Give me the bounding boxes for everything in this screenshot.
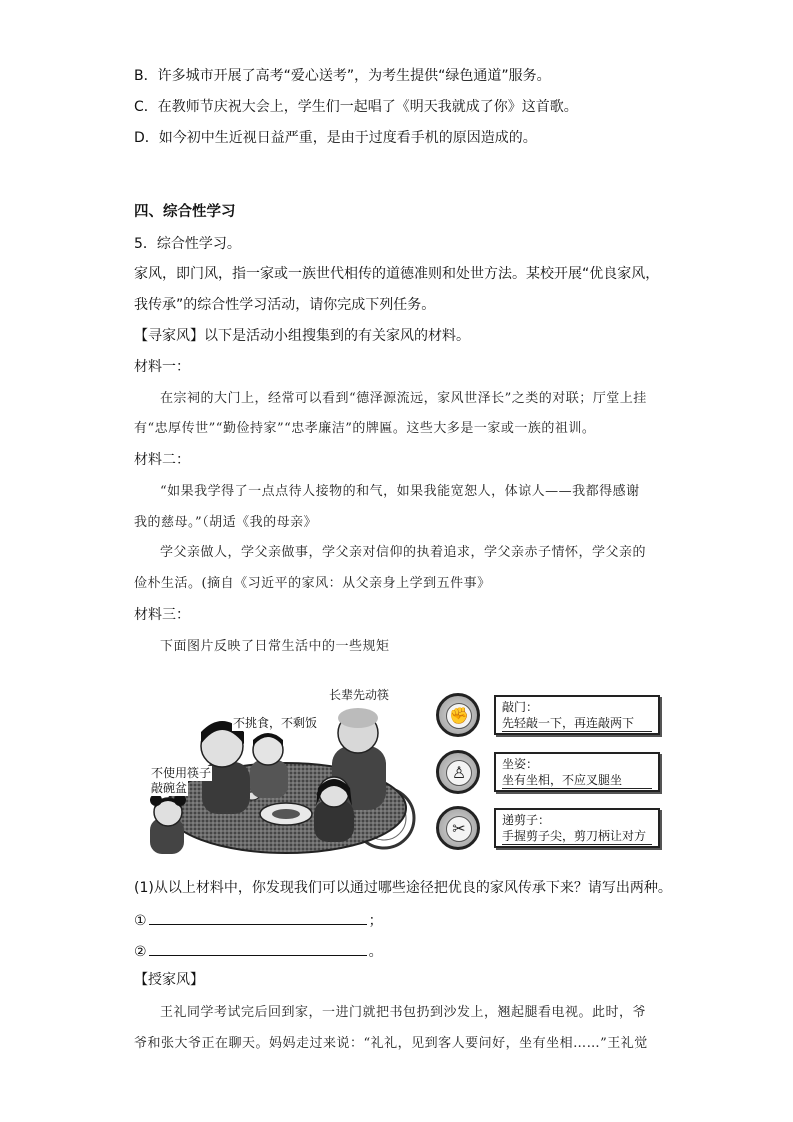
answer-line-2: [134, 941, 383, 962]
material-2-label: 材料二：: [134, 452, 190, 468]
material-2-line-4: 俭朴生活。(摘自《习近平的家风：从父亲身上学到五件事》: [134, 576, 491, 591]
material-3-label: 材料三：: [134, 607, 190, 623]
material-3-caption: 下面图片反映了日常生活中的一些规矩: [160, 639, 390, 654]
rule-text: 先轻敲一下，再连敲两下: [502, 715, 652, 732]
answer-marker-2: ②: [134, 944, 147, 960]
option-c: C．在教师节庆祝大会上，学生们一起唱了《明天我就成了你》这首歌。: [134, 99, 578, 115]
material-2-line-1: “如果我学得了一点点待人接物的和气，如果我能宽恕人，体谅人——我都得感谢: [160, 484, 640, 499]
option-d: D．如今初中生近视日益严重，是由于过度看手机的原因造成的。: [134, 130, 537, 146]
material-2-line-3: 学父亲做人，学父亲做事，学父亲对信仰的执着追求，学父亲赤子情怀，学父亲的: [160, 545, 647, 560]
bubble-not-picky: 不挑食，不剩饭: [233, 716, 318, 730]
section-heading: 四、综合性学习: [134, 204, 236, 220]
rule-row-sitting: [436, 750, 668, 798]
story-line-1: 王礼同学考试完后回到家，一进门就把书包扔到沙发上，翘起腿看电视。此时，爷: [160, 1005, 647, 1020]
question-number: 5．综合性学习。: [134, 236, 241, 252]
bubble-no-chopstick-banging-2: 敲碗盆: [151, 781, 188, 795]
material-1-line-1: 在宗祠的大门上，经常可以看到“德泽源流远，家风世泽长”之类的对联；厅堂上挂: [160, 391, 647, 406]
family-dinner-illustration: [146, 688, 426, 858]
question-1-prompt: (1)从以上材料中，你发现我们可以通过哪些途径把优良的家风传承下来？请写出两种。: [134, 880, 672, 896]
rule-row-knock: [436, 693, 668, 741]
material-1-label: 材料一：: [134, 359, 190, 375]
bubble-no-chopstick-banging-1: 不使用筷子: [151, 766, 212, 780]
intro-line-2: 我传承”的综合性学习活动，请你完成下列任务。: [134, 297, 436, 313]
rule-title: 递剪子：: [502, 813, 551, 827]
intro-line-1: 家风，即门风，指一家或一族世代相传的道德准则和处世方法。某校开展“优良家风，: [134, 266, 660, 282]
material-2-line-2: 我的慈母。”（胡适《我的母亲》: [134, 515, 318, 530]
option-b: B．许多城市开展了高考“爱心送考”，为考生提供“绿色通道”服务。: [134, 68, 551, 84]
rule-row-scissors: [436, 806, 668, 854]
answer-end-2: 。: [368, 944, 383, 960]
material-1-line-2: 有“忠厚传世”“勤俭持家”“忠孝廉洁”的牌匾。这些大多是一家或一族的祖训。: [134, 421, 596, 436]
rule-title: 敲门：: [502, 700, 539, 714]
scissors-icon: ✂: [446, 816, 472, 842]
bubble-elders-first: 长辈先动筷: [329, 688, 390, 702]
answer-end-1: ；: [368, 913, 383, 929]
rule-title: 坐姿：: [502, 757, 539, 771]
sitting-icon: ♙: [446, 760, 472, 786]
rule-text: 手握剪子尖，剪刀柄让对方: [502, 828, 652, 845]
answer-blank-1[interactable]: [149, 910, 367, 925]
door-knock-icon: ✊: [446, 703, 472, 729]
story-line-2: 爷和张大爷正在聊天。妈妈走过来说：“礼礼，见到客人要问好，坐有坐相……”王礼觉: [134, 1036, 648, 1051]
task-find-family-style: 【寻家风】以下是活动小组搜集到的有关家风的材料。: [134, 328, 470, 344]
answer-line-1: [134, 910, 383, 931]
answer-marker-1: ①: [134, 913, 147, 929]
task-teach-family-style: 【授家风】: [134, 972, 204, 988]
etiquette-rules-panel: [436, 693, 668, 857]
rule-text: 坐有坐相，不应叉腿坐: [502, 772, 652, 789]
answer-blank-2[interactable]: [149, 941, 367, 956]
